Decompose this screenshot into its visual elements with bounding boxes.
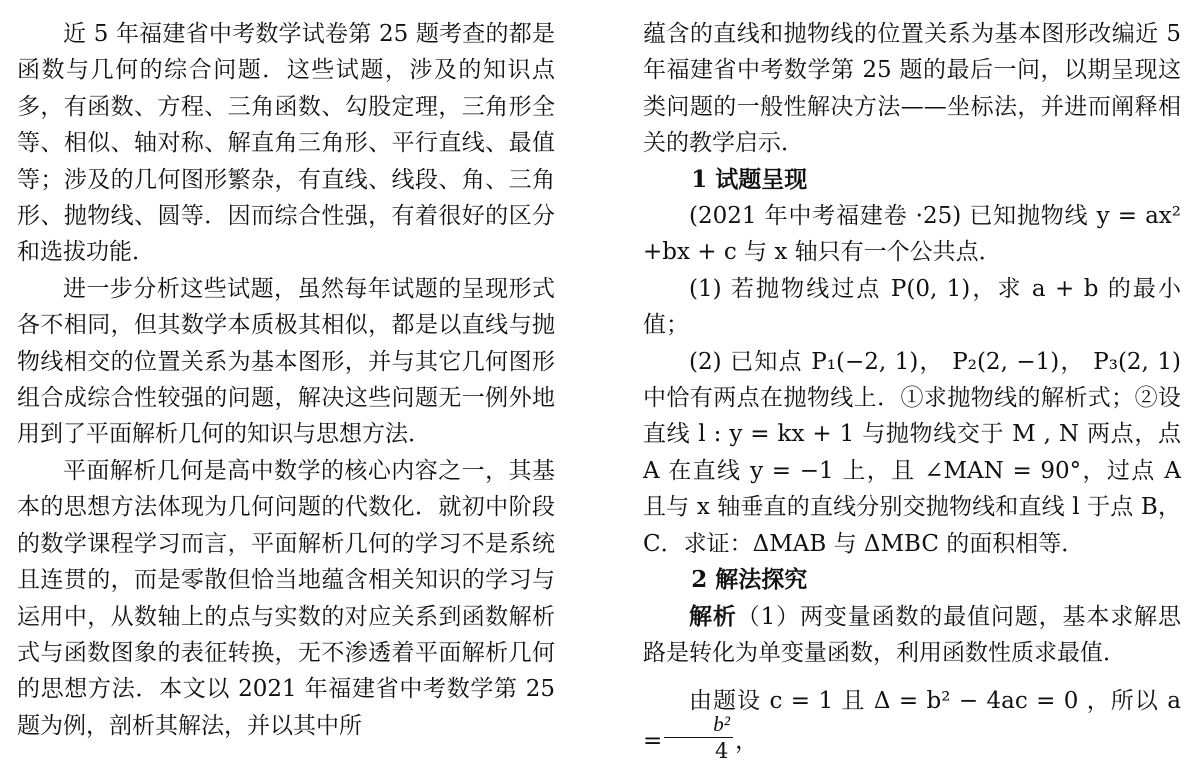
formula-prefix: 由题设 c = 1 且 Δ = b² − 4ac = 0 ，所以 a = <box>643 688 1181 755</box>
solution-paragraph <box>643 599 1181 672</box>
paragraph-analysis: 进一步分析这些试题，虽然每年试题的呈现形式各不相同，但其数学本质极其相似，都是以直线与抛物线相交的位置关系为基本图形，并与其它几何图形组合成综合性较强的问题，解决这些问题无一例外地用到了平面解析几何的知识与思想方法． <box>17 275 555 448</box>
problem-question-1: (1) 若抛物线过点 P(0, 1)，求 a + b 的最小值； <box>643 275 1181 339</box>
paragraph-analytic-geometry: 平面解析几何是高中数学的核心内容之一，其基本的思想方法体现为几何问题的代数化．就初中阶段的数学课程学习而言，平面解析几何的学习不是系统且连贯的，而是零散但恰当地蕴含相关知识的学习与运用中，从数轴上的点与实数的对应关系到函数解析式与函数图象的表征转换，无不渗透着平面解析几何的思想方法．本文以 2021 年福建省中考数学第 25 题为例，剖析其解法，并以其中所 <box>17 457 555 739</box>
fraction-numerator: b² <box>664 714 733 738</box>
right-column <box>643 16 1181 762</box>
section-heading-2: 2 解法探究 <box>691 566 808 594</box>
section-heading-1: 1 试题呈现 <box>691 165 808 193</box>
paragraph-continuation: 蕴含的直线和抛物线的位置关系为基本图形改编近 5 年福建省中考数学第 25 题的最后一问，以期呈现这类问题的一般性解决方法——坐标法，并进而阐释相关的教学启示． <box>643 21 1181 157</box>
paragraph-intro: 近 5 年福建省中考数学试卷第 25 题考查的都是函数与几何的综合问题．这些试题，涉及的知识点多，有函数、方程、三角函数、勾股定理，三角形全等、相似、轴对称、解直角三角形、平行直线、最值等；涉及的几何图形繁杂，有直线、线段、角、三角形、抛物线、圆等．因而综合性强，有着很好的区分和选拔功能． <box>17 21 555 266</box>
fraction <box>664 714 733 762</box>
formula-suffix: ， <box>735 728 759 755</box>
problem-statement: (2021 年中考福建卷 ·25) 已知抛物线 y = ax² +bx + c 与 x 轴只有一个公共点． <box>643 203 1181 266</box>
solution-label: 解析 <box>689 602 737 630</box>
solution-text: （1）两变量函数的最值问题，基本求解思路是转化为单变量函数，利用函数性质求最值． <box>643 603 1182 666</box>
problem-question-2: (2) 已知点 P₁(−2, 1)， P₂(2, −1)， P₃(2, 1) 中恰有两点在抛物线上．①求抛物线的解析式；②设直线 l : y = kx + 1 与抛物线交于 M , N 两点，点 A 在直线 y = −1 上，且 ∠MAN = 90°，过点 A 且与 x 轴垂直的直线分别交抛物线和直线 l 于点 B，C．求证：ΔMAB 与 ΔMBC 的面积相等． <box>643 348 1181 557</box>
left-column <box>17 16 555 744</box>
formula-line <box>643 681 1181 762</box>
fraction-denominator: 4 <box>714 739 729 764</box>
